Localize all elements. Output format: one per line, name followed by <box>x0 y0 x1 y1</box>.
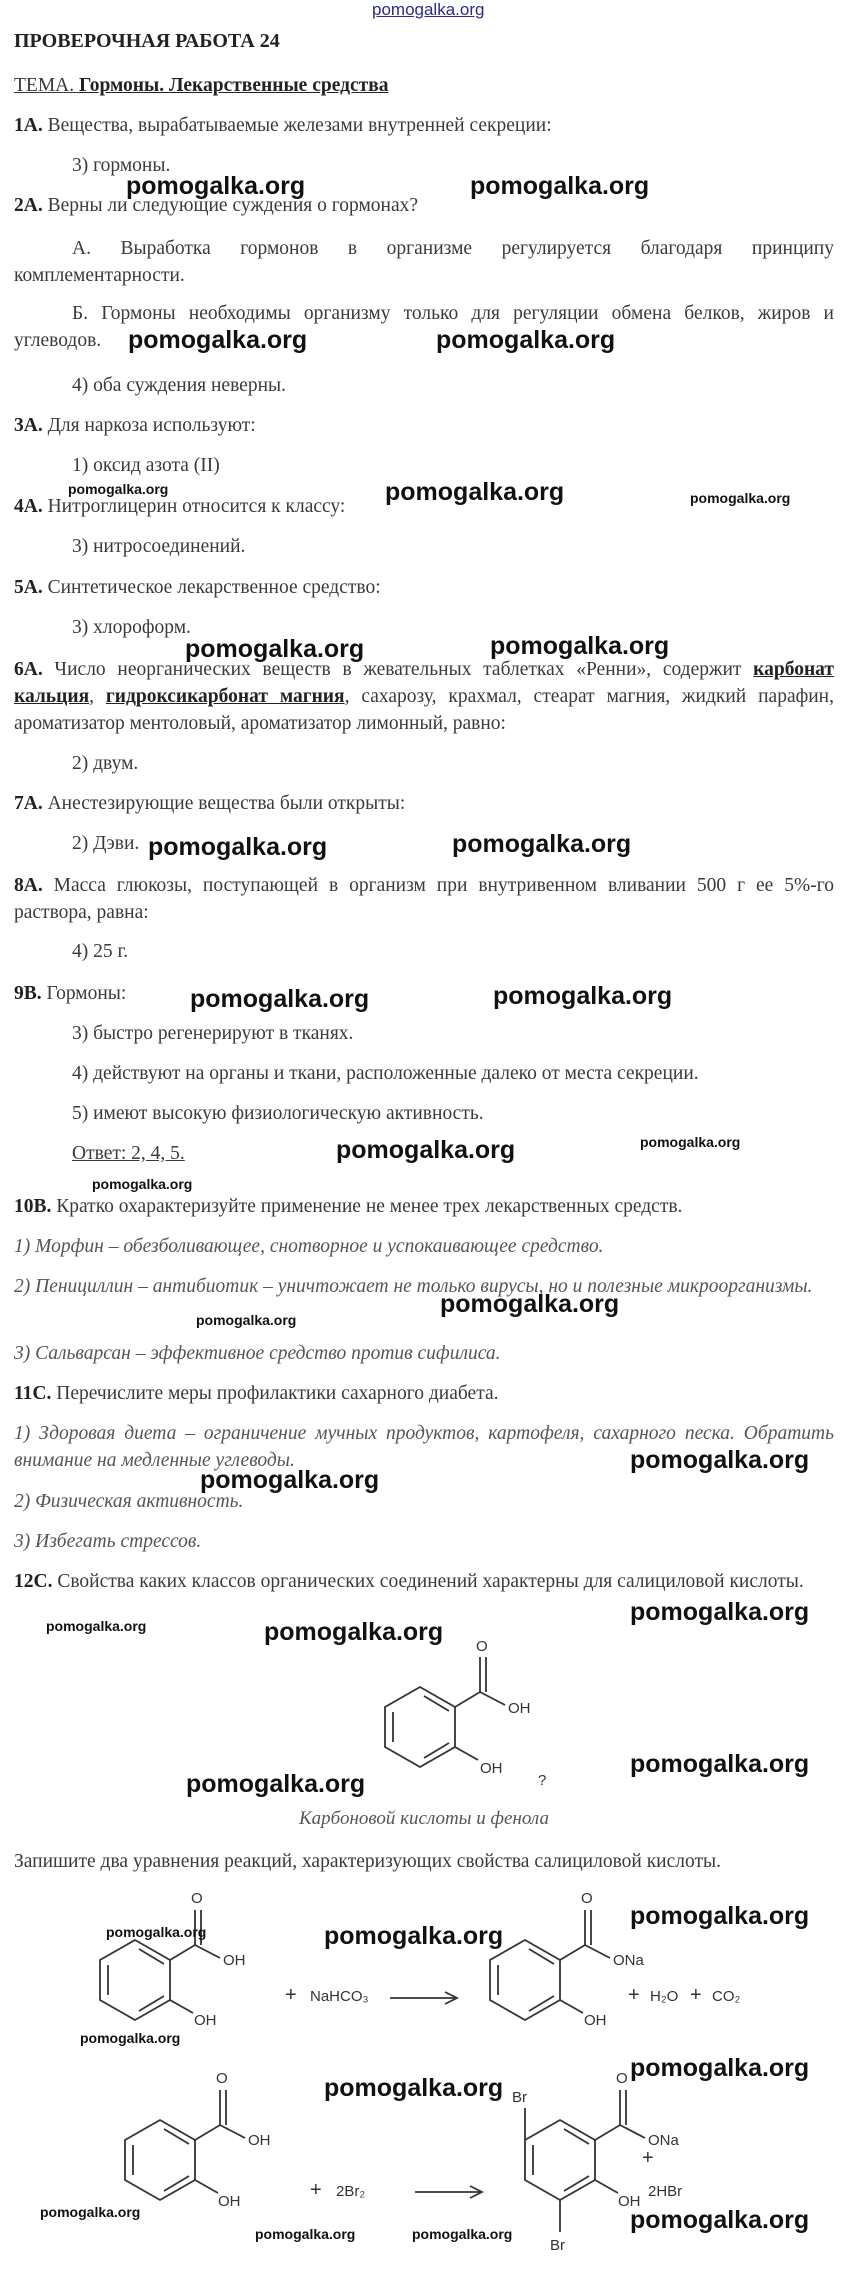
question-4: 4А. Нитроглицерин относится к классу: <box>14 496 346 517</box>
svg-text:ONa: ONa <box>613 1952 644 1969</box>
svg-text:O: O <box>581 1890 593 1907</box>
question-6: 6А. Число неорганических веществ в жевательных таблетках «Ренни», содержит карбонат кальция, гидроксикарбонат магния, сахарозу, крахмал, стеарат магния, жидкий парафин, ароматизатор ментоловый, ароматизатор лимонный, равно: <box>14 659 835 734</box>
watermark: pomogalka.org <box>630 2054 810 2082</box>
watermark: pomogalka.org <box>452 830 632 858</box>
svg-text:O: O <box>476 1638 488 1655</box>
watermark: pomogalka.org <box>68 481 169 497</box>
question-2: 2А. Верны ли следующие суждения о гормонах? <box>14 195 419 216</box>
svg-text:OH: OH <box>480 1760 503 1777</box>
answer-3: 1) оксид азота (II) <box>72 455 220 476</box>
svg-text:OH: OH <box>618 2193 641 2210</box>
watermark: pomogalka.org <box>46 1618 147 1634</box>
watermark: pomogalka.org <box>80 2030 181 2046</box>
svg-text:OH: OH <box>194 2012 217 2029</box>
answer-10-3: 3) Сальварсан – эффективное средство против сифилиса. <box>14 1343 501 1364</box>
answer-10-1: 1) Морфин – обезболивающее, снотворное и успокаивающее средство. <box>14 1236 604 1257</box>
question-5: 5А. Синтетическое лекарственное средство: <box>14 577 381 598</box>
answer-2: 4) оба суждения неверны. <box>72 375 286 396</box>
svg-text:O: O <box>216 2070 228 2087</box>
question-1: 1А. Вещества, вырабатываемые железами внутренней секреции: <box>14 115 552 136</box>
svg-text:ONa: ONa <box>648 2132 679 2149</box>
answer-5: 3) хлороформ. <box>72 617 191 638</box>
svg-text:OH: OH <box>248 2132 271 2149</box>
watermark: pomogalka.org <box>196 1312 297 1328</box>
answer-11-3: 3) Избегать стрессов. <box>14 1531 202 1552</box>
option-5: 5) имеют высокую физиологическую активность. <box>72 1103 484 1124</box>
svg-text:+: + <box>642 2147 654 2169</box>
svg-text:OH: OH <box>584 2012 607 2029</box>
svg-text:NaHCO₃: NaHCO₃ <box>310 1988 369 2005</box>
option-4: 4) действуют на органы и ткани, расположенные далеко от места секреции. <box>72 1063 699 1084</box>
structure-caption: Карбоновой кислоты и фенола <box>299 1808 549 1829</box>
watermark: pomogalka.org <box>126 172 306 200</box>
question-8: 8А. Масса глюкозы, поступающей в организм при внутривенном вливании 500 г ее 5%-го раствора, равна: <box>14 875 834 923</box>
answer-7: 2) Дэви. <box>72 833 140 854</box>
watermark: pomogalka.org <box>440 1290 620 1318</box>
watermark: pomogalka.org <box>470 172 650 200</box>
question-12: 12С. Свойства каких классов органических соединений характерны для салициловой кислоты. <box>14 1571 804 1592</box>
topic: ТЕМА. Гормоны. Лекарственные средства <box>14 75 389 96</box>
watermark: pomogalka.org <box>493 982 673 1010</box>
watermark: pomogalka.org <box>336 1136 516 1164</box>
answer-11-2: 2) Физическая активность. <box>14 1491 244 1512</box>
watermark: pomogalka.org <box>128 326 308 354</box>
question-7: 7А. Анестезирующие вещества были открыты: <box>14 793 406 814</box>
svg-text:OH: OH <box>223 1952 246 1969</box>
svg-text:O: O <box>191 1890 203 1907</box>
watermark: pomogalka.org <box>40 2204 141 2220</box>
page-title: ПРОВЕРОЧНАЯ РАБОТА 24 <box>14 30 280 52</box>
watermark: pomogalka.org <box>690 490 791 506</box>
answer-1: 3) гормоны. <box>72 155 171 176</box>
question-10: 10В. Кратко охарактеризуйте применение не менее трех лекарственных средств. <box>14 1196 683 1217</box>
watermark: pomogalka.org <box>186 1770 366 1798</box>
svg-text:+: + <box>690 1984 702 2006</box>
watermark: pomogalka.org <box>630 1902 810 1930</box>
answer-6: 2) двум. <box>72 753 139 774</box>
svg-text:H₂O: H₂O <box>650 1988 679 2005</box>
answer-9: Ответ: 2, 4, 5. <box>72 1143 185 1164</box>
question-9: 9В. Гормоны: <box>14 983 127 1004</box>
svg-text:O: O <box>616 2070 628 2087</box>
svg-text:2Br₂: 2Br₂ <box>336 2183 366 2200</box>
svg-text:OH: OH <box>218 2193 241 2210</box>
watermark: pomogalka.org <box>490 632 670 660</box>
watermark: pomogalka.org <box>436 326 616 354</box>
watermark: pomogalka.org <box>630 1598 810 1626</box>
svg-text:+: + <box>285 1984 297 2006</box>
site-link-top[interactable]: pomogalka.org <box>372 0 485 19</box>
watermark: pomogalka.org <box>190 985 370 1013</box>
question-3: 3А. Для наркоза используют: <box>14 415 256 436</box>
watermark: pomogalka.org <box>412 2226 513 2242</box>
svg-text:+: + <box>628 1984 640 2006</box>
svg-text:OH: OH <box>508 1700 531 1717</box>
watermark: pomogalka.org <box>630 2206 810 2234</box>
option-3: 3) быстро регенерируют в тканях. <box>72 1023 354 1044</box>
question-mark: ? <box>538 1772 547 1789</box>
watermark: pomogalka.org <box>200 1466 380 1494</box>
statement-a: А. Выработка гормонов в организме регулируется благодаря принципу комплементарности. <box>14 238 834 286</box>
watermark: pomogalka.org <box>92 1176 193 1192</box>
question-11: 11С. Перечислите меры профилактики сахарного диабета. <box>14 1383 499 1404</box>
watermark: pomogalka.org <box>324 2074 504 2102</box>
svg-text:CO₂: CO₂ <box>712 1988 741 2005</box>
statement-b: Б. Гормоны необходимы организму только для регуляции обмена белков, жиров и углеводов. <box>14 303 834 351</box>
watermark: pomogalka.org <box>255 2226 356 2242</box>
watermark: pomogalka.org <box>630 1750 810 1778</box>
watermark: pomogalka.org <box>185 635 365 663</box>
task-12: Запишите два уравнения реакций, характеризующих свойства салициловой кислоты. <box>14 1851 721 1872</box>
svg-text:2HBr: 2HBr <box>648 2183 683 2200</box>
watermark: pomogalka.org <box>630 1446 810 1474</box>
watermark: pomogalka.org <box>106 1924 207 1940</box>
svg-text:Br: Br <box>512 2089 527 2106</box>
answer-10-2: 2) Пенициллин – антибиотик – уничтожает не только вирусы, но и полезные микроорганизмы. <box>14 1276 813 1297</box>
watermark: pomogalka.org <box>385 478 565 506</box>
answer-4: 3) нитросоединений. <box>72 536 246 557</box>
watermark: pomogalka.org <box>640 1134 741 1150</box>
answer-8: 4) 25 г. <box>72 941 129 962</box>
svg-text:Br: Br <box>550 2237 565 2254</box>
answer-11-1: 1) Здоровая диета – ограничение мучных продуктов, картофеля, сахарного песка. Обратить внимание на медленные углеводы. <box>14 1423 834 1471</box>
svg-text:+: + <box>310 2179 322 2201</box>
watermark: pomogalka.org <box>264 1618 444 1646</box>
watermark: pomogalka.org <box>324 1922 504 1950</box>
watermark: pomogalka.org <box>148 833 328 861</box>
